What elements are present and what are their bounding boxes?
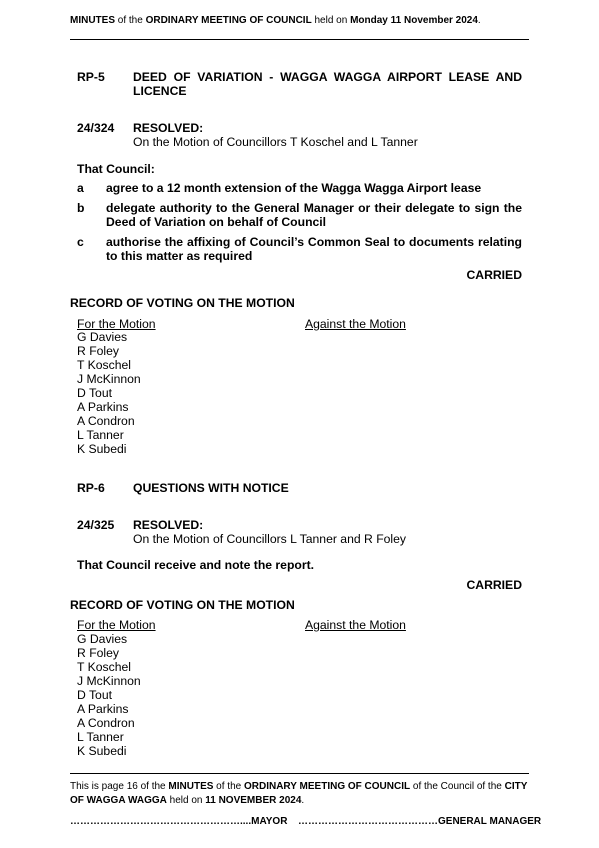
resolved-label-24-325: RESOLVED: <box>133 518 204 532</box>
footer-council-text: of the Council of the <box>410 781 505 792</box>
point-text-b-line2: Deed of Variation on behalf of Council <box>106 215 327 229</box>
for-motion-heading-rp5: For the Motion <box>77 317 156 331</box>
header-of-the: of the <box>115 15 146 26</box>
list-item: D Tout <box>77 688 113 702</box>
point-letter-c: c <box>77 235 84 249</box>
against-motion-heading-rp6: Against the Motion <box>305 618 406 632</box>
point-text-c-line2: to this matter as required <box>106 249 253 263</box>
resolved-label-24-324: RESOLVED: <box>133 121 204 135</box>
list-item: R Foley <box>77 344 119 358</box>
list-item: A Parkins <box>77 702 129 716</box>
page-header <box>70 15 481 26</box>
for-motion-heading-rp6: For the Motion <box>77 618 156 632</box>
list-item: L Tanner <box>77 428 124 442</box>
voting-title-rp6: RECORD OF VOTING ON THE MOTION <box>70 598 295 612</box>
header-date: Monday 11 November 2024 <box>350 15 478 26</box>
item-code-rp5: RP-5 <box>77 70 105 84</box>
footer-period: . <box>301 795 305 806</box>
statement-rp6: That Council receive and note the report. <box>77 558 315 572</box>
footer-of-the: of the <box>213 781 244 792</box>
item-code-rp6: RP-6 <box>77 481 105 495</box>
for-names-list-rp5 <box>77 330 141 456</box>
list-item: R Foley <box>77 646 119 660</box>
point-text-b-line1: delegate authority to the General Manager or their delegate to sign the <box>106 201 522 215</box>
header-minutes: MINUTES <box>70 15 115 26</box>
footer-divider <box>70 773 529 774</box>
list-item: G Davies <box>77 632 128 646</box>
footer-city: CITY OF WAGGA WAGGA <box>70 781 528 806</box>
list-item: J McKinnon <box>77 674 141 688</box>
list-item: T Koschel <box>77 358 131 372</box>
list-item: L Tanner <box>77 730 124 744</box>
voting-title-rp5: RECORD OF VOTING ON THE MOTION <box>70 296 295 310</box>
list-item: K Subedi <box>77 442 127 456</box>
header-period: . <box>477 15 481 26</box>
for-names-list-rp6 <box>77 632 141 758</box>
item-title-rp5-line1: DEED OF VARIATION - WAGGA WAGGA AIRPORT LEASE AND <box>133 70 522 84</box>
point-text-a: agree to a 12 month extension of the Wagga Wagga Airport lease <box>106 181 482 195</box>
footer-meeting: ORDINARY MEETING OF COUNCIL <box>243 781 411 792</box>
list-item: D Tout <box>77 386 113 400</box>
point-letter-a: a <box>77 181 84 195</box>
item-title-rp6: QUESTIONS WITH NOTICE <box>133 481 289 495</box>
list-item: A Condron <box>77 716 135 730</box>
header-meeting: ORDINARY MEETING OF COUNCIL <box>145 15 312 26</box>
point-text-c-line1: authorise the affixing of Council’s Common Seal to documents relating <box>106 235 522 249</box>
that-council-label: That Council: <box>77 162 155 176</box>
footer-held-on: held on <box>166 795 206 806</box>
carried-label-rp6: CARRIED <box>466 578 522 592</box>
list-item: G Davies <box>77 330 128 344</box>
carried-label-rp5: CARRIED <box>466 268 522 282</box>
resolution-number-24-325: 24/325 <box>77 518 115 532</box>
mayor-signature-line: ……………………………………………....MAYOR <box>70 816 288 827</box>
point-letter-b: b <box>77 201 85 215</box>
list-item: T Koschel <box>77 660 131 674</box>
page-footer <box>70 780 529 808</box>
against-motion-heading-rp5: Against the Motion <box>305 317 406 331</box>
motion-text-24-325: On the Motion of Councillors L Tanner and R Foley <box>133 532 407 546</box>
list-item: K Subedi <box>77 744 127 758</box>
resolution-number-24-324: 24/324 <box>77 121 115 135</box>
footer-date: 11 NOVEMBER 2024 <box>205 795 302 806</box>
footer-minutes: MINUTES <box>168 781 214 792</box>
motion-text-24-324: On the Motion of Councillors T Koschel and L Tanner <box>133 135 418 149</box>
list-item: J McKinnon <box>77 372 141 386</box>
header-held-on: held on <box>311 15 351 26</box>
header-divider <box>70 39 529 40</box>
list-item: A Parkins <box>77 400 129 414</box>
footer-page-text: This is page 16 of the <box>70 781 169 792</box>
list-item: A Condron <box>77 414 135 428</box>
item-title-rp5-line2: LICENCE <box>133 84 187 98</box>
general-manager-signature-line: ……………………………………GENERAL MANAGER <box>298 816 542 827</box>
